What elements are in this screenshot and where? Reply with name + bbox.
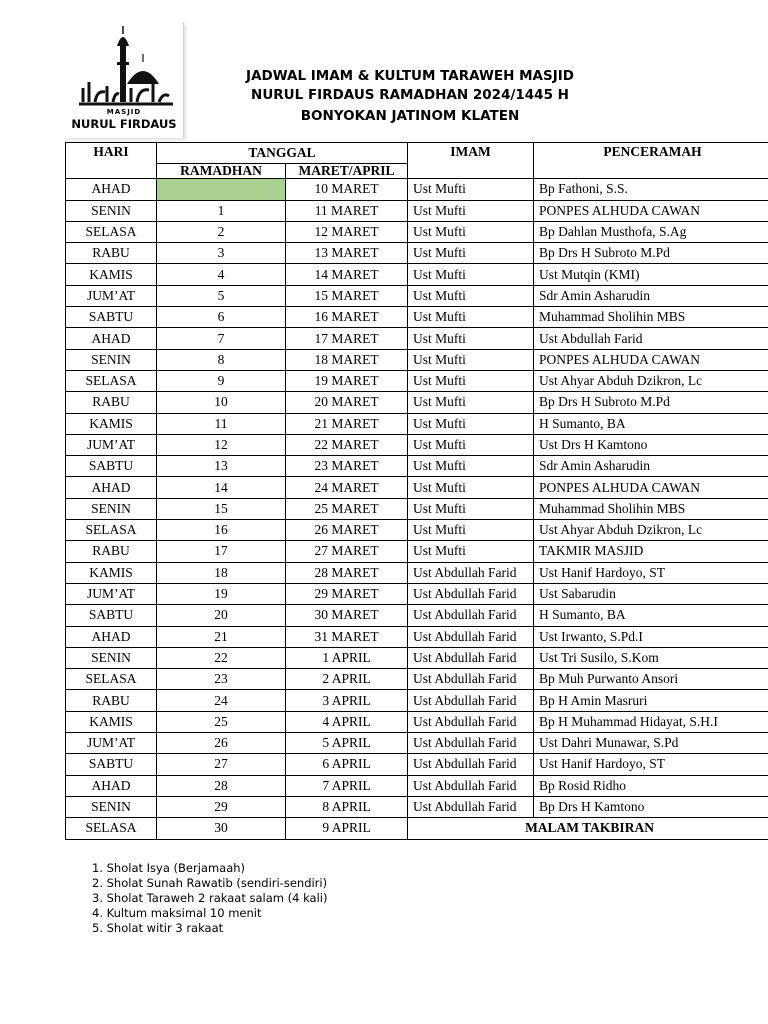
cell-ramadhan: 26 xyxy=(157,733,286,754)
cell-imam: Ust Mufti xyxy=(408,477,534,498)
cell-tanggal: 28 MARET xyxy=(286,562,408,583)
cell-penceramah: H Sumanto, BA xyxy=(534,605,768,626)
table-row xyxy=(66,775,768,796)
cell-ramadhan: 2 xyxy=(157,221,286,242)
cell-hari: SABTU xyxy=(66,754,157,775)
cell-ramadhan: 28 xyxy=(157,775,286,796)
cell-ramadhan: 14 xyxy=(157,477,286,498)
table-row xyxy=(66,690,768,711)
cell-ramadhan: 5 xyxy=(157,285,286,306)
cell-tanggal: 23 MARET xyxy=(286,456,408,477)
table-row xyxy=(66,179,768,200)
cell-penceramah: Ust Hanif Hardoyo, ST xyxy=(534,562,768,583)
cell-tanggal: 18 MARET xyxy=(286,349,408,370)
logo-top-text: MASJID xyxy=(106,108,142,116)
cell-tanggal: 2 APRIL xyxy=(286,669,408,690)
header-tanggal: TANGGAL xyxy=(157,143,408,164)
header-line-3: BONYOKAN JATINOM KLATEN xyxy=(300,108,520,124)
mosque-logo-icon xyxy=(65,22,183,112)
cell-tanggal: 29 MARET xyxy=(286,583,408,604)
cell-imam: Ust Abdullah Farid xyxy=(408,562,534,583)
cell-ramadhan: 17 xyxy=(157,541,286,562)
table-row xyxy=(66,370,768,391)
cell-tanggal: 10 MARET xyxy=(286,179,408,200)
cell-hari: AHAD xyxy=(66,179,157,200)
cell-imam: Ust Mufti xyxy=(408,285,534,306)
table-row xyxy=(66,307,768,328)
cell-imam: Ust Abdullah Farid xyxy=(408,711,534,732)
cell-hari: SABTU xyxy=(66,456,157,477)
table-row xyxy=(66,520,768,541)
cell-hari: SELASA xyxy=(66,669,157,690)
cell-penceramah: Bp Drs H Subroto M.Pd xyxy=(534,392,768,413)
cell-ramadhan: 15 xyxy=(157,498,286,519)
cell-tanggal: 15 MARET xyxy=(286,285,408,306)
table-row xyxy=(66,796,768,817)
cell-hari: SABTU xyxy=(66,307,157,328)
cell-penceramah: Ust Mutqin (KMI) xyxy=(534,264,768,285)
cell-imam: Ust Mufti xyxy=(408,179,534,200)
cell-ramadhan: 19 xyxy=(157,583,286,604)
table-row xyxy=(66,434,768,455)
cell-tanggal: 19 MARET xyxy=(286,370,408,391)
cell-tanggal: 26 MARET xyxy=(286,520,408,541)
cell-hari: JUM’AT xyxy=(66,285,157,306)
cell-tanggal: 22 MARET xyxy=(286,434,408,455)
table-row xyxy=(66,456,768,477)
cell-ramadhan: 7 xyxy=(157,328,286,349)
cell-hari: AHAD xyxy=(66,775,157,796)
cell-hari: SENIN xyxy=(66,796,157,817)
cell-ramadhan: 11 xyxy=(157,413,286,434)
cell-penceramah: Ust Ahyar Abduh Dzikron, Lc xyxy=(534,520,768,541)
table-row xyxy=(66,754,768,775)
highlight-cell xyxy=(157,179,286,200)
cell-penceramah: H Sumanto, BA xyxy=(534,413,768,434)
cell-imam: Ust Abdullah Farid xyxy=(408,605,534,626)
cell-tanggal: 24 MARET xyxy=(286,477,408,498)
table-row xyxy=(66,711,768,732)
note-item: 1. Sholat Isya (Berjamaah) xyxy=(92,861,246,875)
cell-penceramah: Bp Drs H Kamtono xyxy=(534,796,768,817)
cell-tanggal: 5 APRIL xyxy=(286,733,408,754)
table-row xyxy=(66,733,768,754)
cell-penceramah: Ust Tri Susilo, S.Kom xyxy=(534,647,768,668)
cell-ramadhan: 30 xyxy=(157,818,286,839)
table-row xyxy=(66,200,768,221)
cell-hari: RABU xyxy=(66,392,157,413)
cell-imam: Ust Mufti xyxy=(408,264,534,285)
table-row xyxy=(66,349,768,370)
cell-tanggal: 11 MARET xyxy=(286,200,408,221)
header-penceramah: PENCERAMAH xyxy=(534,143,768,179)
cell-ramadhan: 9 xyxy=(157,370,286,391)
header-line-1: JADWAL IMAM & KULTUM TARAWEH MASJID xyxy=(246,68,574,84)
cell-tanggal: 21 MARET xyxy=(286,413,408,434)
cell-hari: AHAD xyxy=(66,626,157,647)
note-item: 3. Sholat Taraweh 2 rakaat salam (4 kali) xyxy=(92,891,328,905)
cell-ramadhan: 16 xyxy=(157,520,286,541)
cell-imam: Ust Abdullah Farid xyxy=(408,733,534,754)
cell-tanggal: 12 MARET xyxy=(286,221,408,242)
table-row xyxy=(66,264,768,285)
cell-penceramah: Ust Dahri Munawar, S.Pd xyxy=(534,733,768,754)
cell-hari: SELASA xyxy=(66,818,157,839)
cell-penceramah: PONPES ALHUDA CAWAN xyxy=(534,200,768,221)
cell-hari: AHAD xyxy=(66,477,157,498)
cell-ramadhan: 22 xyxy=(157,647,286,668)
cell-imam: Ust Abdullah Farid xyxy=(408,583,534,604)
cell-imam: Ust Abdullah Farid xyxy=(408,754,534,775)
cell-ramadhan: 27 xyxy=(157,754,286,775)
cell-ramadhan: 21 xyxy=(157,626,286,647)
cell-tanggal: 27 MARET xyxy=(286,541,408,562)
cell-imam: Ust Mufti xyxy=(408,370,534,391)
cell-hari: RABU xyxy=(66,690,157,711)
header-hari: HARI xyxy=(66,143,157,179)
cell-ramadhan: 3 xyxy=(157,243,286,264)
cell-imam: Ust Abdullah Farid xyxy=(408,796,534,817)
cell-hari: JUM’AT xyxy=(66,733,157,754)
cell-penceramah: Ust Ahyar Abduh Dzikron, Lc xyxy=(534,370,768,391)
cell-penceramah: Bp Rosid Ridho xyxy=(534,775,768,796)
cell-tanggal: 16 MARET xyxy=(286,307,408,328)
cell-hari: SELASA xyxy=(66,370,157,391)
cell-ramadhan: 1 xyxy=(157,200,286,221)
cell-imam: Ust Mufti xyxy=(408,349,534,370)
cell-hari: SENIN xyxy=(66,647,157,668)
cell-hari: JUM’AT xyxy=(66,434,157,455)
cell-imam: Ust Mufti xyxy=(408,520,534,541)
cell-imam: Ust Abdullah Farid xyxy=(408,669,534,690)
header-ramadhan: RAMADHAN xyxy=(157,164,286,179)
cell-tanggal: 31 MARET xyxy=(286,626,408,647)
cell-tanggal: 30 MARET xyxy=(286,605,408,626)
cell-hari: SENIN xyxy=(66,200,157,221)
header-imam: IMAM xyxy=(408,143,534,179)
table-row xyxy=(66,285,768,306)
cell-hari: SELASA xyxy=(66,520,157,541)
cell-hari: RABU xyxy=(66,243,157,264)
cell-ramadhan: 24 xyxy=(157,690,286,711)
cell-hari: KAMIS xyxy=(66,264,157,285)
cell-penceramah: Ust Sabarudin xyxy=(534,583,768,604)
cell-imam: Ust Mufti xyxy=(408,413,534,434)
note-item: 5. Sholat witir 3 rakaat xyxy=(92,921,224,935)
cell-penceramah: Muhammad Sholihin MBS xyxy=(534,307,768,328)
cell-penceramah: Bp H Muhammad Hidayat, S.H.I xyxy=(534,711,768,732)
cell-imam: Ust Mufti xyxy=(408,307,534,328)
table-row xyxy=(66,647,768,668)
cell-malam-takbiran: MALAM TAKBIRAN xyxy=(408,818,768,839)
cell-imam: Ust Mufti xyxy=(408,328,534,349)
cell-tanggal: 4 APRIL xyxy=(286,711,408,732)
header-line-2: NURUL FIRDAUS RAMADHAN 2024/1445 H xyxy=(251,87,569,103)
cell-hari: KAMIS xyxy=(66,562,157,583)
cell-tanggal: 17 MARET xyxy=(286,328,408,349)
cell-penceramah: Ust Drs H Kamtono xyxy=(534,434,768,455)
cell-tanggal: 7 APRIL xyxy=(286,775,408,796)
cell-penceramah: PONPES ALHUDA CAWAN xyxy=(534,349,768,370)
cell-tanggal: 1 APRIL xyxy=(286,647,408,668)
cell-imam: Ust Mufti xyxy=(408,221,534,242)
cell-imam: Ust Mufti xyxy=(408,541,534,562)
schedule-body xyxy=(66,179,768,839)
cell-imam: Ust Mufti xyxy=(408,498,534,519)
cell-ramadhan: 6 xyxy=(157,307,286,328)
table-row xyxy=(66,605,768,626)
cell-tanggal: 20 MARET xyxy=(286,392,408,413)
cell-tanggal: 14 MARET xyxy=(286,264,408,285)
note-item: 4. Kultum maksimal 10 menit xyxy=(92,906,262,920)
cell-penceramah: Ust Irwanto, S.Pd.I xyxy=(534,626,768,647)
cell-hari: SENIN xyxy=(66,349,157,370)
cell-penceramah: Muhammad Sholihin MBS xyxy=(534,498,768,519)
cell-imam: Ust Abdullah Farid xyxy=(408,647,534,668)
table-row xyxy=(66,562,768,583)
cell-penceramah: Bp H Amin Masruri xyxy=(534,690,768,711)
cell-penceramah: Sdr Amin Asharudin xyxy=(534,456,768,477)
cell-tanggal: 25 MARET xyxy=(286,498,408,519)
table-row xyxy=(66,818,768,839)
note-item: 2. Sholat Sunah Rawatib (sendiri-sendiri) xyxy=(92,876,328,890)
cell-hari: SABTU xyxy=(66,605,157,626)
table-row xyxy=(66,626,768,647)
logo-bottom-text: NURUL FIRDAUS xyxy=(71,117,177,131)
logo-calligraphy: نور الفردوس xyxy=(124,98,130,99)
notes-list xyxy=(92,861,327,936)
table-row xyxy=(66,392,768,413)
cell-penceramah: Ust Abdullah Farid xyxy=(534,328,768,349)
table-row xyxy=(66,243,768,264)
schedule-table xyxy=(65,142,768,840)
cell-imam: Ust Abdullah Farid xyxy=(408,626,534,647)
cell-hari: KAMIS xyxy=(66,711,157,732)
cell-imam: Ust Mufti xyxy=(408,434,534,455)
cell-ramadhan: 12 xyxy=(157,434,286,455)
cell-imam: Ust Abdullah Farid xyxy=(408,690,534,711)
table-row xyxy=(66,221,768,242)
cell-hari: KAMIS xyxy=(66,413,157,434)
table-row xyxy=(66,583,768,604)
cell-tanggal: 3 APRIL xyxy=(286,690,408,711)
table-row xyxy=(66,477,768,498)
cell-penceramah: Sdr Amin Asharudin xyxy=(534,285,768,306)
cell-penceramah: Ust Hanif Hardoyo, ST xyxy=(534,754,768,775)
cell-hari: AHAD xyxy=(66,328,157,349)
table-row xyxy=(66,498,768,519)
cell-tanggal: 8 APRIL xyxy=(286,796,408,817)
cell-ramadhan: 20 xyxy=(157,605,286,626)
cell-imam: Ust Mufti xyxy=(408,243,534,264)
cell-hari: SENIN xyxy=(66,498,157,519)
cell-penceramah: Bp Dahlan Musthofa, S.Ag xyxy=(534,221,768,242)
cell-ramadhan: 29 xyxy=(157,796,286,817)
cell-penceramah: Bp Fathoni, S.S. xyxy=(534,179,768,200)
cell-imam: Ust Mufti xyxy=(408,392,534,413)
table-row xyxy=(66,541,768,562)
cell-penceramah: TAKMIR MASJID xyxy=(534,541,768,562)
cell-hari: SELASA xyxy=(66,221,157,242)
table-row xyxy=(66,413,768,434)
cell-tanggal: 6 APRIL xyxy=(286,754,408,775)
cell-ramadhan: 4 xyxy=(157,264,286,285)
cell-imam: Ust Mufti xyxy=(408,200,534,221)
table-row xyxy=(66,669,768,690)
mosque-logo xyxy=(65,22,184,138)
cell-ramadhan: 10 xyxy=(157,392,286,413)
cell-penceramah: Bp Drs H Subroto M.Pd xyxy=(534,243,768,264)
cell-tanggal: 9 APRIL xyxy=(286,818,408,839)
cell-penceramah: PONPES ALHUDA CAWAN xyxy=(534,477,768,498)
cell-imam: Ust Mufti xyxy=(408,456,534,477)
cell-hari: JUM’AT xyxy=(66,583,157,604)
cell-ramadhan: 13 xyxy=(157,456,286,477)
table-row xyxy=(66,328,768,349)
cell-ramadhan: 8 xyxy=(157,349,286,370)
cell-hari: RABU xyxy=(66,541,157,562)
cell-imam: Ust Abdullah Farid xyxy=(408,775,534,796)
cell-ramadhan: 25 xyxy=(157,711,286,732)
cell-ramadhan: 18 xyxy=(157,562,286,583)
cell-tanggal: 13 MARET xyxy=(286,243,408,264)
cell-penceramah: Bp Muh Purwanto Ansori xyxy=(534,669,768,690)
header-maret-april: MARET/APRIL xyxy=(286,164,408,179)
cell-ramadhan: 23 xyxy=(157,669,286,690)
